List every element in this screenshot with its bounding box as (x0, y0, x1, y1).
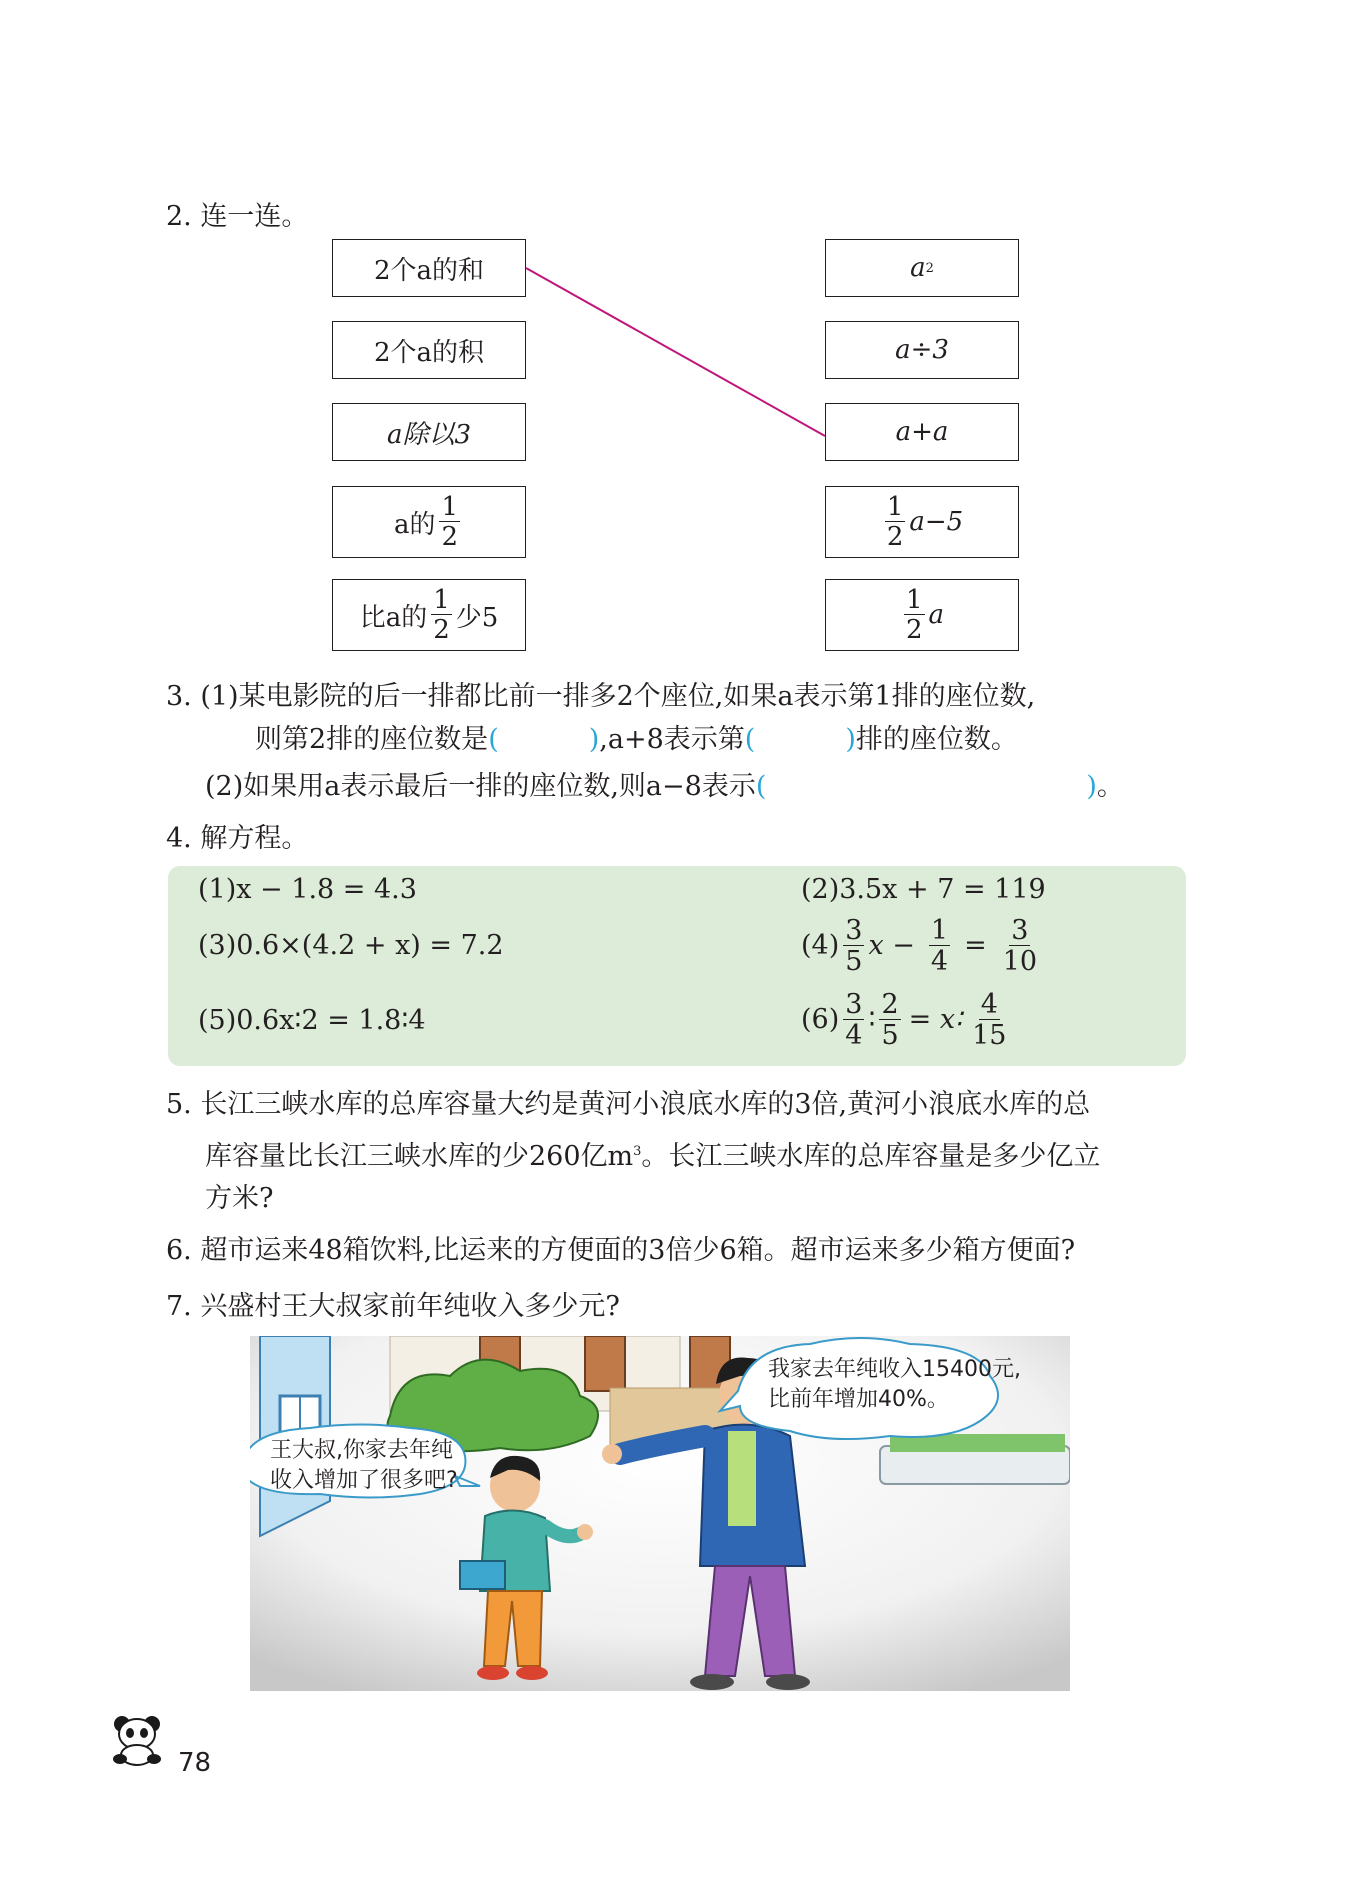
left-box-2-label: 2个a的积 (373, 337, 485, 368)
right-box-1-exponent: 2 (925, 260, 934, 276)
bubble-man-line-1: 我家去年纯收入15400元, (768, 1357, 1021, 1382)
fraction-numerator: 1 (441, 492, 459, 522)
q5-line1: 5. 长江三峡水库的总库容量大约是黄河小浪底水库的3倍,黄河小浪底水库的总 (166, 1089, 1091, 1120)
left-box-4-prefix: a的 (393, 509, 436, 540)
fraction-denominator: 2 (441, 522, 459, 552)
right-box-5-suffix: a (928, 600, 945, 630)
fraction-denominator: 2 (433, 615, 450, 645)
eq6-fraction-1 (843, 991, 864, 1049)
bubble-man-line-2: 比前年增加40%。 (768, 1387, 949, 1412)
blank-open-paren: ( (744, 724, 756, 755)
fraction-denominator: 4 (845, 1020, 863, 1051)
q3-line2-b: ,a+8表示第 (599, 724, 745, 755)
fraction-numerator: 1 (905, 585, 923, 615)
fraction-numerator: 3 (1011, 915, 1029, 946)
blank-close-paren: ) (588, 724, 600, 755)
equation-6-colon: ∶ (868, 1004, 876, 1035)
fraction-numerator: 3 (845, 989, 863, 1020)
q4-title: 4. 解方程。 (166, 823, 309, 854)
q3-line3-b: 。 (1096, 771, 1124, 802)
q2-title: 2. 连一连。 (166, 201, 309, 232)
q5-line3: 方米? (205, 1183, 274, 1214)
panda-icon (108, 1712, 168, 1766)
equation-4-label: (4) (801, 930, 840, 961)
equation-6-label: (6) (801, 1004, 840, 1035)
window-icon (585, 1336, 625, 1391)
equation-4-mid: x − (868, 930, 915, 961)
fraction-numerator: 1 (930, 915, 949, 946)
right-box-2-label: a÷3 (895, 335, 949, 365)
q7-text: 7. 兴盛村王大叔家前年纯收入多少元? (166, 1291, 620, 1322)
q6-text: 6. 超市运来48箱饮料,比运来的方便面的3倍少6箱。超市运来多少箱方便面? (166, 1235, 1076, 1266)
fraction-denominator: 2 (886, 522, 904, 552)
equation-5: (5)0.6x∶2 = 1.8∶4 (198, 1005, 426, 1036)
connection-line-layer (0, 0, 1353, 700)
eq6-fraction-2 (879, 991, 900, 1049)
bubble-boy-line-2: 收入增加了很多吧? (270, 1468, 458, 1493)
blank-close-paren: ) (845, 724, 856, 755)
equation-6-mid: = x∶ (908, 1004, 963, 1035)
q3-line2-c: 排的座位数。 (855, 724, 1018, 755)
bubble-boy-line-1: 王大叔,你家去年纯 (270, 1438, 453, 1463)
left-box-5-prefix: 比a的 (359, 602, 428, 633)
eq4-fraction-1 (843, 917, 864, 975)
fraction-numerator: 2 (881, 989, 899, 1020)
eq4-fraction-2 (929, 917, 950, 975)
connection-line[interactable] (526, 268, 825, 436)
fraction-denominator: 2 (905, 615, 923, 645)
q5-line2 (205, 1135, 1100, 1174)
equation-3: (3)0.6×(4.2 + x) = 7.2 (198, 930, 504, 961)
fraction-numerator: 3 (845, 915, 863, 946)
fraction-denominator: 15 (972, 1020, 1007, 1051)
right-box-3-label: a+a (895, 417, 949, 447)
q5-line2-a: 库容量比长江三峡水库的少260亿m (205, 1141, 634, 1172)
left-box-5-suffix: 少5 (455, 602, 499, 633)
equation-4 (801, 917, 1043, 975)
q3-line3-a: (2)如果用a表示最后一排的座位数,则a−8表示 (205, 771, 756, 802)
right-box-1-base: a (910, 253, 926, 283)
blank-open-paren: ( (488, 724, 499, 755)
fraction-denominator: 5 (881, 1020, 899, 1051)
equation-6 (801, 991, 1012, 1049)
left-box-3-label: a除以3 (386, 419, 472, 450)
blank-open-paren: ( (755, 771, 767, 802)
fraction-numerator: 4 (980, 989, 998, 1020)
q5-line2-superscript: 3 (633, 1144, 642, 1159)
fraction-denominator: 5 (845, 946, 863, 977)
q3-line2 (255, 723, 1018, 757)
fraction-numerator: 1 (886, 492, 904, 522)
fraction-denominator: 10 (1002, 946, 1038, 977)
equation-4-equals: = (964, 930, 987, 961)
page-number: 78 (178, 1748, 212, 1778)
eq4-fraction-3 (1001, 917, 1039, 975)
q5-line2-b: 。长江三峡水库的总库容量是多少亿立 (641, 1141, 1101, 1172)
equation-2: (2)3.5x + 7 = 119 (801, 874, 1046, 905)
q3-line2-a: 则第2排的座位数是 (255, 724, 489, 755)
book-icon (460, 1561, 505, 1589)
q3-line1: 3. (1)某电影院的后一排都比前一排多2个座位,如果a表示第1排的座位数, (166, 681, 1036, 712)
equation-1: (1)x − 1.8 = 4.3 (198, 874, 417, 905)
left-box-1-label: 2个a的和 (373, 255, 485, 286)
fraction-numerator: 1 (433, 585, 450, 615)
right-box-4-suffix: a−5 (909, 507, 964, 537)
fraction-denominator: 4 (930, 946, 949, 977)
eq6-fraction-3 (970, 991, 1008, 1049)
blank-close-paren: ) (1086, 771, 1097, 802)
q3-line3 (205, 770, 1124, 804)
